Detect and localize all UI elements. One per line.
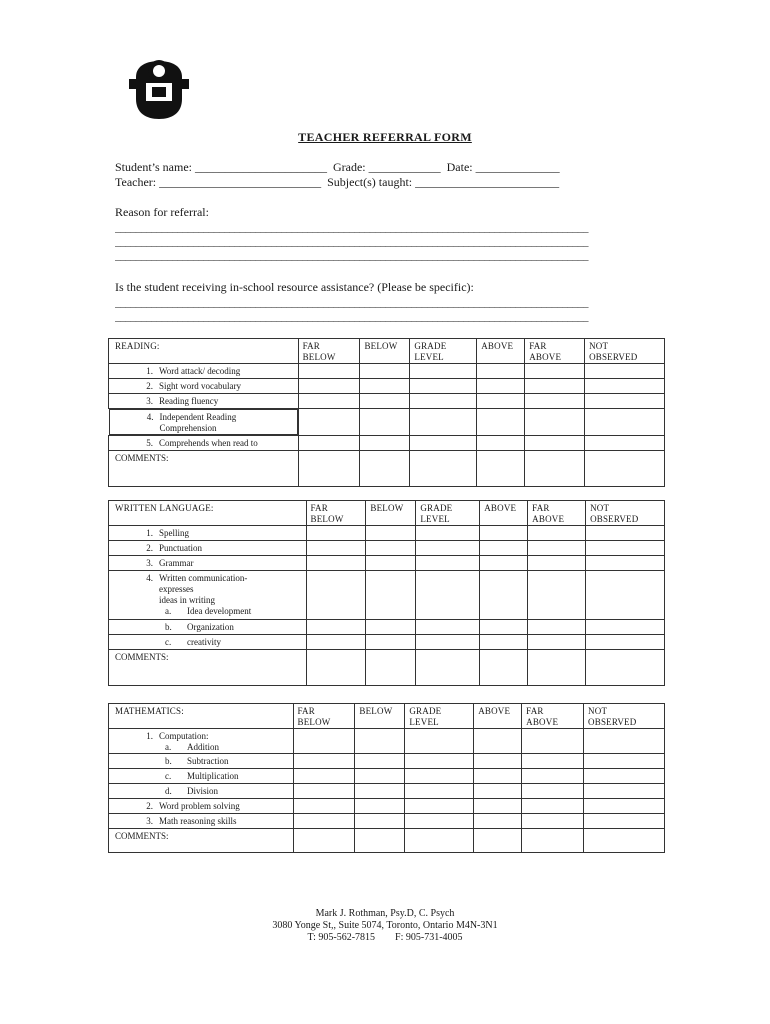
rating-cell[interactable] bbox=[355, 814, 405, 829]
rating-cell[interactable] bbox=[522, 754, 584, 769]
rating-cell[interactable] bbox=[585, 394, 665, 409]
rating-cell[interactable] bbox=[522, 814, 584, 829]
reason-line-2: ___________________________________________________________________________________________ bbox=[115, 236, 589, 248]
comment-cell[interactable] bbox=[366, 650, 416, 686]
rating-cell[interactable] bbox=[522, 799, 584, 814]
rating-cell[interactable] bbox=[477, 364, 525, 379]
reading-item-label: Sight word vocabulary bbox=[159, 381, 241, 391]
footer-address: 3080 Yonge St,, Suite 5074, Toronto, Ontario M4N-3N1 bbox=[272, 920, 498, 931]
comment-cell[interactable] bbox=[360, 451, 410, 487]
rating-cell[interactable] bbox=[585, 409, 665, 436]
rating-cell[interactable] bbox=[522, 769, 584, 784]
table-row: 1. Computation: a. Addition bbox=[109, 729, 665, 754]
reason-line-1: ___________________________________________________________________________________________ bbox=[115, 222, 589, 234]
rating-cell[interactable] bbox=[405, 784, 474, 799]
rating-cell[interactable] bbox=[480, 620, 528, 635]
rating-cell[interactable] bbox=[477, 379, 525, 394]
rating-cell[interactable] bbox=[584, 799, 665, 814]
table-row: 1. Spelling bbox=[109, 526, 665, 541]
rating-cell[interactable] bbox=[480, 541, 528, 556]
rating-cell[interactable] bbox=[355, 754, 405, 769]
rating-cell[interactable] bbox=[306, 541, 366, 556]
comment-cell[interactable] bbox=[525, 451, 585, 487]
comment-cell[interactable] bbox=[522, 829, 584, 853]
rating-cell[interactable] bbox=[416, 556, 480, 571]
rating-cell[interactable] bbox=[355, 799, 405, 814]
rating-cell[interactable] bbox=[410, 409, 477, 436]
rating-cell[interactable] bbox=[410, 379, 477, 394]
rating-cell[interactable] bbox=[360, 394, 410, 409]
table-row: c. Multiplication bbox=[109, 769, 665, 784]
table-row: b. Subtraction bbox=[109, 754, 665, 769]
col-far-above: FAR ABOVE bbox=[528, 501, 586, 526]
table-row: 4. Written communication- expresses ideas in writing a. Idea development bbox=[109, 571, 665, 620]
rating-cell[interactable] bbox=[293, 769, 355, 784]
col-below: BELOW bbox=[355, 704, 405, 729]
written-heading: WRITTEN LANGUAGE: bbox=[109, 501, 307, 526]
rating-cell[interactable] bbox=[585, 364, 665, 379]
comment-cell[interactable] bbox=[477, 451, 525, 487]
rating-cell[interactable] bbox=[525, 409, 585, 436]
rating-cell[interactable] bbox=[366, 526, 416, 541]
rating-cell[interactable] bbox=[366, 620, 416, 635]
math-heading: MATHEMATICS: bbox=[109, 704, 294, 729]
rating-cell[interactable] bbox=[366, 635, 416, 650]
rating-cell[interactable] bbox=[355, 784, 405, 799]
comment-cell[interactable] bbox=[416, 650, 480, 686]
rating-cell[interactable] bbox=[584, 729, 665, 754]
rating-cell[interactable] bbox=[306, 620, 366, 635]
rating-cell[interactable] bbox=[584, 754, 665, 769]
rating-cell[interactable] bbox=[474, 814, 522, 829]
rating-cell[interactable] bbox=[525, 394, 585, 409]
col-not-observed: NOT OBSERVED bbox=[585, 339, 665, 364]
rating-cell[interactable] bbox=[528, 526, 586, 541]
comment-cell[interactable] bbox=[298, 451, 360, 487]
rating-cell[interactable] bbox=[293, 784, 355, 799]
resource-label: Is the student receiving in-school resource assistance? (Please be specific): bbox=[115, 280, 474, 294]
rating-cell[interactable] bbox=[366, 556, 416, 571]
reason-label: Reason for referral: bbox=[115, 205, 209, 219]
rating-cell[interactable] bbox=[480, 556, 528, 571]
rating-cell[interactable] bbox=[586, 526, 665, 541]
rating-cell[interactable] bbox=[480, 635, 528, 650]
reading-item-label: Reading fluency bbox=[159, 396, 219, 406]
rating-cell[interactable] bbox=[355, 729, 405, 754]
rating-cell[interactable] bbox=[405, 799, 474, 814]
reading-comments-label: COMMENTS: bbox=[109, 451, 299, 487]
rating-cell[interactable] bbox=[586, 556, 665, 571]
table-row: 2. Punctuation bbox=[109, 541, 665, 556]
rating-cell[interactable] bbox=[298, 394, 360, 409]
col-grade-level: GRADE LEVEL bbox=[416, 501, 480, 526]
rating-cell[interactable] bbox=[410, 394, 477, 409]
rating-cell[interactable] bbox=[416, 620, 480, 635]
rating-cell[interactable] bbox=[366, 541, 416, 556]
rating-cell[interactable] bbox=[405, 729, 474, 754]
rating-cell[interactable] bbox=[528, 620, 586, 635]
col-far-below: FAR BELOW bbox=[298, 339, 360, 364]
comment-cell[interactable] bbox=[584, 829, 665, 853]
rating-cell[interactable] bbox=[474, 769, 522, 784]
mathematics-table bbox=[108, 703, 665, 853]
col-far-below: FAR BELOW bbox=[293, 704, 355, 729]
col-above: ABOVE bbox=[474, 704, 522, 729]
reading-item-label: Word attack/ decoding bbox=[159, 366, 241, 376]
col-above: ABOVE bbox=[477, 339, 525, 364]
comment-cell[interactable] bbox=[306, 650, 366, 686]
col-below: BELOW bbox=[366, 501, 416, 526]
rating-cell[interactable] bbox=[522, 729, 584, 754]
col-above: ABOVE bbox=[480, 501, 528, 526]
rating-cell[interactable] bbox=[405, 814, 474, 829]
resource-line-2: ___________________________________________________________________________________________ bbox=[115, 311, 589, 323]
rating-cell[interactable] bbox=[306, 571, 366, 620]
table-row: 2. Sight word vocabulary bbox=[109, 379, 665, 394]
teacher-subject-line: Teacher: ___________________________ Subject(s) taught: ________________________ bbox=[115, 175, 560, 189]
rating-cell[interactable] bbox=[584, 769, 665, 784]
col-far-above: FAR ABOVE bbox=[525, 339, 585, 364]
rating-cell[interactable] bbox=[528, 541, 586, 556]
written-language-table bbox=[108, 500, 665, 686]
reading-item-label: Independent Reading Comprehension bbox=[159, 412, 237, 433]
rating-cell[interactable] bbox=[366, 571, 416, 620]
rating-cell[interactable] bbox=[522, 784, 584, 799]
col-not-observed: NOT OBSERVED bbox=[586, 501, 665, 526]
footer bbox=[0, 908, 770, 944]
rating-cell[interactable] bbox=[584, 784, 665, 799]
col-grade-level: GRADE LEVEL bbox=[410, 339, 477, 364]
rating-cell[interactable] bbox=[480, 526, 528, 541]
rating-cell[interactable] bbox=[586, 635, 665, 650]
table-row: 1. Word attack/ decoding bbox=[109, 364, 665, 379]
rating-cell[interactable] bbox=[360, 379, 410, 394]
rating-cell[interactable] bbox=[584, 814, 665, 829]
rating-cell[interactable] bbox=[306, 635, 366, 650]
table-row: b. Organization bbox=[109, 620, 665, 635]
comment-cell[interactable] bbox=[528, 650, 586, 686]
table-row: 2. Word problem solving bbox=[109, 799, 665, 814]
rating-cell[interactable] bbox=[528, 635, 586, 650]
comment-cell[interactable] bbox=[480, 650, 528, 686]
table-row: 3. Reading fluency bbox=[109, 394, 665, 409]
rating-cell[interactable] bbox=[525, 364, 585, 379]
footer-phone: T: 905-562-7815 F: 905-731-4005 bbox=[307, 932, 463, 943]
reading-table bbox=[108, 338, 665, 487]
rating-cell[interactable] bbox=[474, 754, 522, 769]
resource-line-1: ___________________________________________________________________________________________ bbox=[115, 297, 589, 309]
reading-heading: READING: bbox=[109, 339, 299, 364]
rating-cell[interactable] bbox=[293, 814, 355, 829]
rating-cell[interactable] bbox=[405, 754, 474, 769]
col-grade-level: GRADE LEVEL bbox=[405, 704, 474, 729]
rating-cell[interactable] bbox=[298, 409, 360, 436]
col-far-above: FAR ABOVE bbox=[522, 704, 584, 729]
rating-cell[interactable] bbox=[477, 394, 525, 409]
table-row: d. Division bbox=[109, 784, 665, 799]
rating-cell[interactable] bbox=[416, 526, 480, 541]
rating-cell[interactable] bbox=[298, 436, 360, 451]
table-row: 5. Comprehends when read to bbox=[109, 436, 665, 451]
footer-name: Mark J. Rothman, Psy.D, C. Psych bbox=[315, 908, 455, 919]
col-not-observed: NOT OBSERVED bbox=[584, 704, 665, 729]
rating-cell[interactable] bbox=[474, 799, 522, 814]
comment-cell[interactable] bbox=[586, 650, 665, 686]
rating-cell[interactable] bbox=[410, 364, 477, 379]
rating-cell[interactable] bbox=[585, 436, 665, 451]
rating-cell[interactable] bbox=[477, 409, 525, 436]
comment-cell[interactable] bbox=[355, 829, 405, 853]
logo-icon bbox=[128, 55, 190, 121]
student-grade-date-line: Student’s name: ______________________ Grade: ____________ Date: ______________ bbox=[115, 160, 560, 174]
rating-cell[interactable] bbox=[528, 556, 586, 571]
rating-cell[interactable] bbox=[474, 729, 522, 754]
rating-cell[interactable] bbox=[585, 379, 665, 394]
rating-cell[interactable] bbox=[416, 541, 480, 556]
table-row: 4. Independent Reading Comprehension bbox=[109, 409, 665, 436]
rating-cell[interactable] bbox=[293, 799, 355, 814]
rating-cell[interactable] bbox=[306, 526, 366, 541]
rating-cell[interactable] bbox=[360, 364, 410, 379]
reading-item-label: Comprehends when read to bbox=[159, 438, 258, 448]
col-far-below: FAR BELOW bbox=[306, 501, 366, 526]
comment-cell[interactable] bbox=[410, 451, 477, 487]
rating-cell[interactable] bbox=[528, 571, 586, 620]
comment-cell[interactable] bbox=[474, 829, 522, 853]
rating-cell[interactable] bbox=[586, 620, 665, 635]
rating-cell[interactable] bbox=[298, 364, 360, 379]
math-comments-label: COMMENTS: bbox=[109, 829, 294, 853]
rating-cell[interactable] bbox=[360, 436, 410, 451]
rating-cell[interactable] bbox=[525, 379, 585, 394]
written-comments-label: COMMENTS: bbox=[109, 650, 307, 686]
rating-cell[interactable] bbox=[416, 635, 480, 650]
rating-cell[interactable] bbox=[480, 571, 528, 620]
rating-cell[interactable] bbox=[293, 754, 355, 769]
rating-cell[interactable] bbox=[410, 436, 477, 451]
rating-cell[interactable] bbox=[360, 409, 410, 436]
rating-cell[interactable] bbox=[525, 436, 585, 451]
comment-cell[interactable] bbox=[585, 451, 665, 487]
col-below: BELOW bbox=[360, 339, 410, 364]
rating-cell[interactable] bbox=[306, 556, 366, 571]
rating-cell[interactable] bbox=[477, 436, 525, 451]
table-row: 3. Math reasoning skills bbox=[109, 814, 665, 829]
rating-cell[interactable] bbox=[416, 571, 480, 620]
table-row: c. creativity bbox=[109, 635, 665, 650]
rating-cell[interactable] bbox=[405, 769, 474, 784]
rating-cell[interactable] bbox=[298, 379, 360, 394]
comment-cell[interactable] bbox=[405, 829, 474, 853]
rating-cell[interactable] bbox=[293, 729, 355, 754]
rating-cell[interactable] bbox=[474, 784, 522, 799]
table-row: 3. Grammar bbox=[109, 556, 665, 571]
page-title: TEACHER REFERRAL FORM bbox=[298, 130, 472, 144]
comment-cell[interactable] bbox=[293, 829, 355, 853]
rating-cell[interactable] bbox=[355, 769, 405, 784]
reason-line-3: ___________________________________________________________________________________________ bbox=[115, 250, 589, 262]
rating-cell[interactable] bbox=[586, 571, 665, 620]
rating-cell[interactable] bbox=[586, 541, 665, 556]
